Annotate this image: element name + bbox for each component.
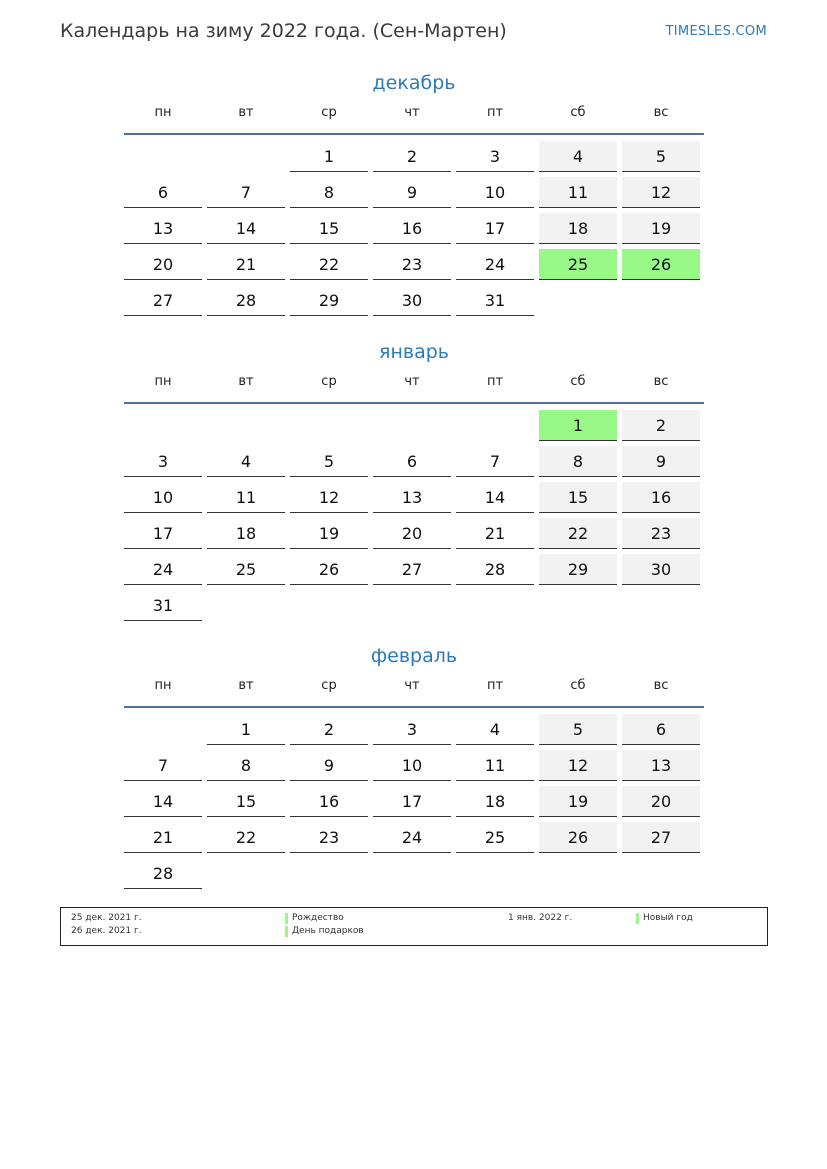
week-row [124,283,704,319]
holiday-color-marker [636,913,639,924]
day-cell: 6 [124,177,202,208]
weekday-label: вт [238,374,254,389]
legend-date: 25 дек. 2021 г. [71,913,142,923]
empty-cell [539,858,617,889]
day-cell: 6 [373,446,451,477]
week-row [124,444,704,480]
page-title: Календарь на зиму 2022 года. (Сен-Мартен) [60,20,507,42]
day-cell: 28 [207,285,285,316]
day-cell: 1 [207,714,285,745]
day-cell: 10 [456,177,534,208]
weekday-label: чт [404,374,420,389]
day-cell: 8 [290,177,368,208]
day-cell: 8 [207,750,285,781]
empty-cell [456,590,534,621]
holiday-day-cell: 1 [539,410,617,441]
day-cell: 16 [622,482,700,513]
day-cell: 15 [539,482,617,513]
week-row [124,247,704,283]
day-cell: 3 [124,446,202,477]
day-cell: 4 [456,714,534,745]
day-cell: 12 [622,177,700,208]
week-row [124,784,704,820]
legend-date: 1 янв. 2022 г. [508,913,573,923]
day-cell: 20 [622,786,700,817]
weekday-label: ср [321,105,337,120]
day-cell: 6 [622,714,700,745]
day-cell: 9 [290,750,368,781]
legend-holiday-name: Рождество [292,913,344,923]
weekday-label: ср [321,374,337,389]
day-cell: 24 [124,554,202,585]
day-cell: 17 [124,518,202,549]
month-title: декабрь [372,72,456,94]
day-cell: 31 [456,285,534,316]
holiday-legend [60,907,768,946]
empty-cell [207,590,285,621]
day-cell: 14 [124,786,202,817]
weekday-label: пн [154,678,172,693]
weekday-label: сб [570,374,586,389]
day-cell: 23 [290,822,368,853]
empty-cell [207,858,285,889]
empty-cell [373,410,451,441]
day-cell: 19 [622,213,700,244]
day-cell: 7 [207,177,285,208]
day-cell: 27 [373,554,451,585]
day-cell: 16 [373,213,451,244]
holiday-color-marker [285,913,288,924]
day-cell: 11 [456,750,534,781]
weekday-label: пн [154,374,172,389]
day-cell: 17 [456,213,534,244]
day-cell: 4 [207,446,285,477]
day-cell: 18 [207,518,285,549]
weekday-label: вс [653,105,669,120]
day-cell: 14 [207,213,285,244]
empty-cell [290,590,368,621]
weekday-label: чт [404,678,420,693]
empty-cell [124,714,202,745]
month-block [124,641,704,892]
week-row [124,552,704,588]
day-cell: 11 [207,482,285,513]
month-title: февраль [370,645,458,667]
empty-cell [456,410,534,441]
day-cell: 8 [539,446,617,477]
legend-holiday-name: День подарков [292,926,364,936]
weekday-label: сб [570,105,586,120]
weekday-label: пт [486,374,504,389]
weekday-label: пт [486,678,504,693]
day-cell: 16 [290,786,368,817]
day-cell: 24 [456,249,534,280]
day-cell: 23 [622,518,700,549]
day-cell: 19 [539,786,617,817]
day-cell: 27 [622,822,700,853]
day-cell: 14 [456,482,534,513]
day-cell: 27 [124,285,202,316]
day-cell: 21 [124,822,202,853]
empty-cell [207,410,285,441]
day-cell: 4 [539,141,617,172]
weekday-label: пн [154,105,172,120]
weekday-label: вс [653,374,669,389]
day-cell: 9 [373,177,451,208]
day-cell: 5 [290,446,368,477]
day-cell: 30 [373,285,451,316]
empty-cell [539,590,617,621]
holiday-color-marker [285,926,288,937]
week-row [124,748,704,784]
day-cell: 26 [290,554,368,585]
holiday-day-cell: 25 [539,249,617,280]
empty-cell [373,858,451,889]
day-cell: 29 [539,554,617,585]
empty-cell [124,141,202,172]
weekday-label: вт [238,678,254,693]
weekday-label: сб [570,678,586,693]
weekday-label: ср [321,678,337,693]
empty-cell [290,410,368,441]
day-cell: 2 [290,714,368,745]
week-row [124,408,704,444]
weekday-label: вт [238,105,254,120]
week-rows [124,712,704,892]
week-rows [124,139,704,319]
legend-date: 26 дек. 2021 г. [71,926,142,936]
weekday-label: чт [404,105,420,120]
day-cell: 25 [456,822,534,853]
empty-cell [622,858,700,889]
empty-cell [539,285,617,316]
month-block [124,68,704,319]
site-link[interactable]: TIMESLES.COM [665,24,767,39]
day-cell: 10 [124,482,202,513]
day-cell: 10 [373,750,451,781]
weekday-header [124,372,704,404]
week-row [124,820,704,856]
empty-cell [456,858,534,889]
week-rows [124,408,704,624]
day-cell: 30 [622,554,700,585]
day-cell: 31 [124,590,202,621]
day-cell: 22 [290,249,368,280]
week-row [124,211,704,247]
month-block [124,337,704,624]
weekday-label: вс [653,678,669,693]
empty-cell [373,590,451,621]
day-cell: 28 [124,858,202,889]
day-cell: 5 [539,714,617,745]
empty-cell [207,141,285,172]
day-cell: 21 [207,249,285,280]
day-cell: 13 [622,750,700,781]
week-row [124,856,704,892]
day-cell: 12 [539,750,617,781]
legend-holiday-name: Новый год [643,913,693,923]
week-row [124,139,704,175]
day-cell: 5 [622,141,700,172]
week-row [124,588,704,624]
empty-cell [124,410,202,441]
empty-cell [622,590,700,621]
month-title: январь [379,341,449,363]
day-cell: 13 [124,213,202,244]
day-cell: 15 [207,786,285,817]
day-cell: 12 [290,482,368,513]
day-cell: 15 [290,213,368,244]
day-cell: 20 [373,518,451,549]
weekday-label: пт [486,105,504,120]
day-cell: 2 [622,410,700,441]
day-cell: 26 [539,822,617,853]
day-cell: 22 [539,518,617,549]
week-row [124,516,704,552]
day-cell: 18 [456,786,534,817]
day-cell: 7 [124,750,202,781]
day-cell: 3 [373,714,451,745]
day-cell: 23 [373,249,451,280]
week-row [124,712,704,748]
day-cell: 7 [456,446,534,477]
day-cell: 11 [539,177,617,208]
weekday-header [124,676,704,708]
day-cell: 20 [124,249,202,280]
day-cell: 1 [290,141,368,172]
empty-cell [622,285,700,316]
weekday-header [124,103,704,135]
day-cell: 18 [539,213,617,244]
day-cell: 28 [456,554,534,585]
day-cell: 21 [456,518,534,549]
day-cell: 29 [290,285,368,316]
day-cell: 9 [622,446,700,477]
day-cell: 22 [207,822,285,853]
day-cell: 2 [373,141,451,172]
day-cell: 25 [207,554,285,585]
week-row [124,175,704,211]
day-cell: 17 [373,786,451,817]
day-cell: 19 [290,518,368,549]
empty-cell [290,858,368,889]
day-cell: 24 [373,822,451,853]
day-cell: 13 [373,482,451,513]
holiday-day-cell: 26 [622,249,700,280]
week-row [124,480,704,516]
day-cell: 3 [456,141,534,172]
